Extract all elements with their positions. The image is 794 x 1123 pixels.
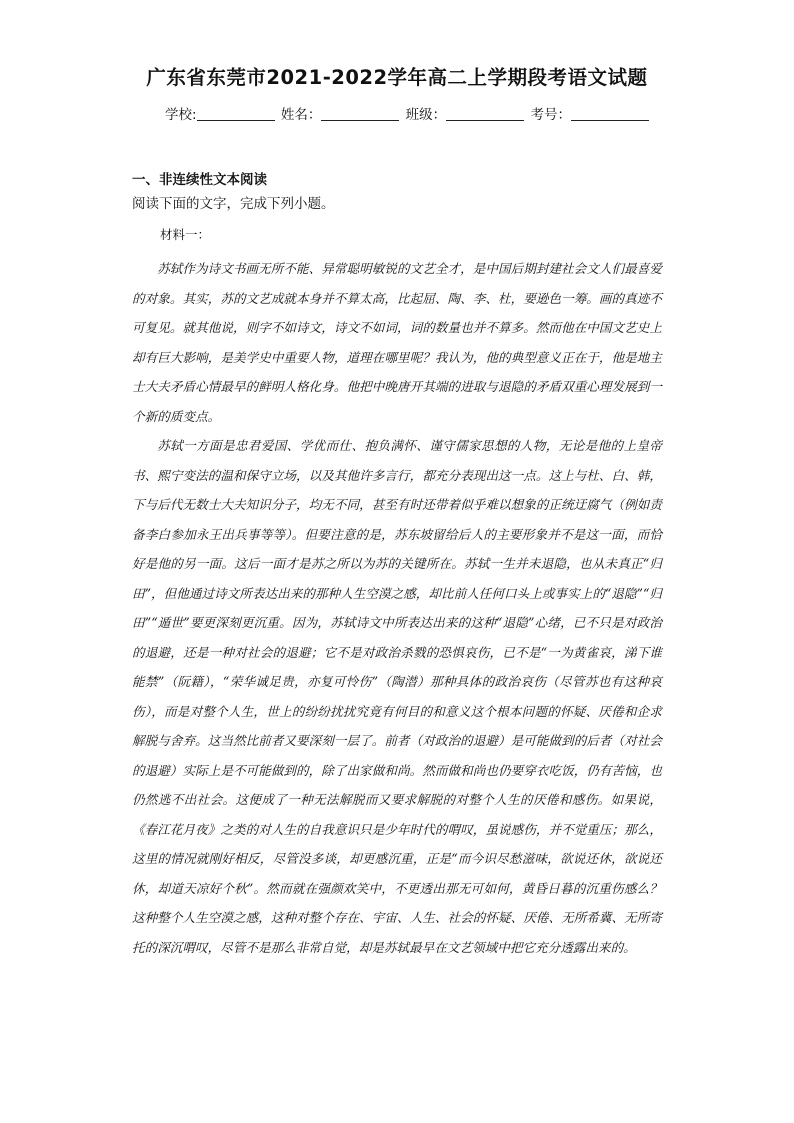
material-label: 材料一：	[160, 227, 211, 242]
paragraph: 苏轼一方面是忠君爱国、学优而仕、抱负满怀、谨守儒家思想的人物，无论是他的上皇帝书、熙宁变法的温和保守立场，以及其他许多言行，都充分表现出这一点。这上与杜、白、韩，下与后代无数士大夫知识分子，均无不同，甚至有时还带着似乎难以想象的正统迂腐气（例如责备李白参加永王出兵事等等）。但要注意的是，苏东坡留给后人的主要形象并不是这一面，而恰好是他的另一面。这后一面才是苏之所以为苏的关键所在。苏轼一生并未退隐，也从未真正“归田”，但他通过诗文所表达出来的那种人生空漠之感，却比前人任何口头上或事实上的“退隐”“归田”“遁世”要更深刻更沉重。因为，苏轼诗文中所表达出来的这种“退隐”心绪，已不只是对政治的退避，还是一种对社会的退避；它不是对政治杀戮的恐惧哀伤，已不是“一为黄雀哀，涕下谁能禁”（阮籍），“荣华诚足贵，亦复可怜伤”（陶潜）那种具体的政治哀伤（尽管苏也有这种哀伤），而是对整个人生，世上的纷纷扰扰究竟有何目的和意义这个根本问题的怀疑、厌倦和企求解脱与舍弃。这当然比前者又要深刻一层了。前者（对政治的退避）是可能做到的后者（对社会的退避）实际上是不可能做到的，除了出家做和尚。然而做和尚也仍要穿衣吃饭，仍有苦恼，也仍然逃不出社会。这便成了一种无法解脱而又要求解脱的对整个人生的厌倦和感伤。如果说，《春江花月夜》之类的对人生的自我意识只是少年时代的喟叹，虽说感伤，并不觉重压；那么，这里的情况就刚好相反，尽管没多谈，却更感沉重，正是“而今识尽愁滋味，欲说还休，欲说还休，却道天凉好个秋”。然而就在强颜欢笑中，不更透出那无可如何，黄昏日暮的沉重伤感么？这种整个人生空漠之感，这种对整个存在、宇宙、人生、社会的怀疑、厌倦、无所希冀、无所寄托的深沉喟叹，尽管不是那么非常自觉，却是苏轼最早在文艺领域中把它充分透露出来的。	[132, 438, 662, 955]
document-title: 广东省东莞市2021-2022学年高二上学期段考语文试题	[146, 66, 648, 89]
student-info-line	[165, 103, 725, 123]
school-label: 学校:	[165, 107, 197, 123]
name-blank[interactable]	[321, 106, 399, 121]
exam-no-blank[interactable]	[571, 106, 649, 121]
name-label: 姓名：	[280, 107, 322, 123]
material-body	[132, 254, 662, 962]
class-blank[interactable]	[446, 106, 524, 121]
exam-no-label: 考号：	[530, 107, 571, 123]
class-label: 班级：	[405, 107, 447, 123]
section-heading: 一、非连续性文本阅读	[132, 172, 267, 188]
section-instruction: 阅读下面的文字，完成下列小题。	[132, 196, 335, 212]
school-blank[interactable]	[197, 106, 275, 121]
paragraph: 苏轼作为诗文书画无所不能、异常聪明敏锐的文艺全才，是中国后期封建社会文人们最喜爱的对象。其实，苏的文艺成就本身并不算太高，比起屈、陶、李、杜，要逊色一筹。画的真迹不可复见。就其他说，则字不如诗文，诗文不如词，词的数量也并不算多。然而他在中国文艺史上却有巨大影响，是美学史中重要人物，道理在哪里呢？我认为，他的典型意义正在于，他是地主士大夫矛盾心情最早的鲜明人格化身。他把中晚唐开其端的进取与退隐的矛盾双重心理发展到一个新的质变点。	[132, 261, 662, 424]
